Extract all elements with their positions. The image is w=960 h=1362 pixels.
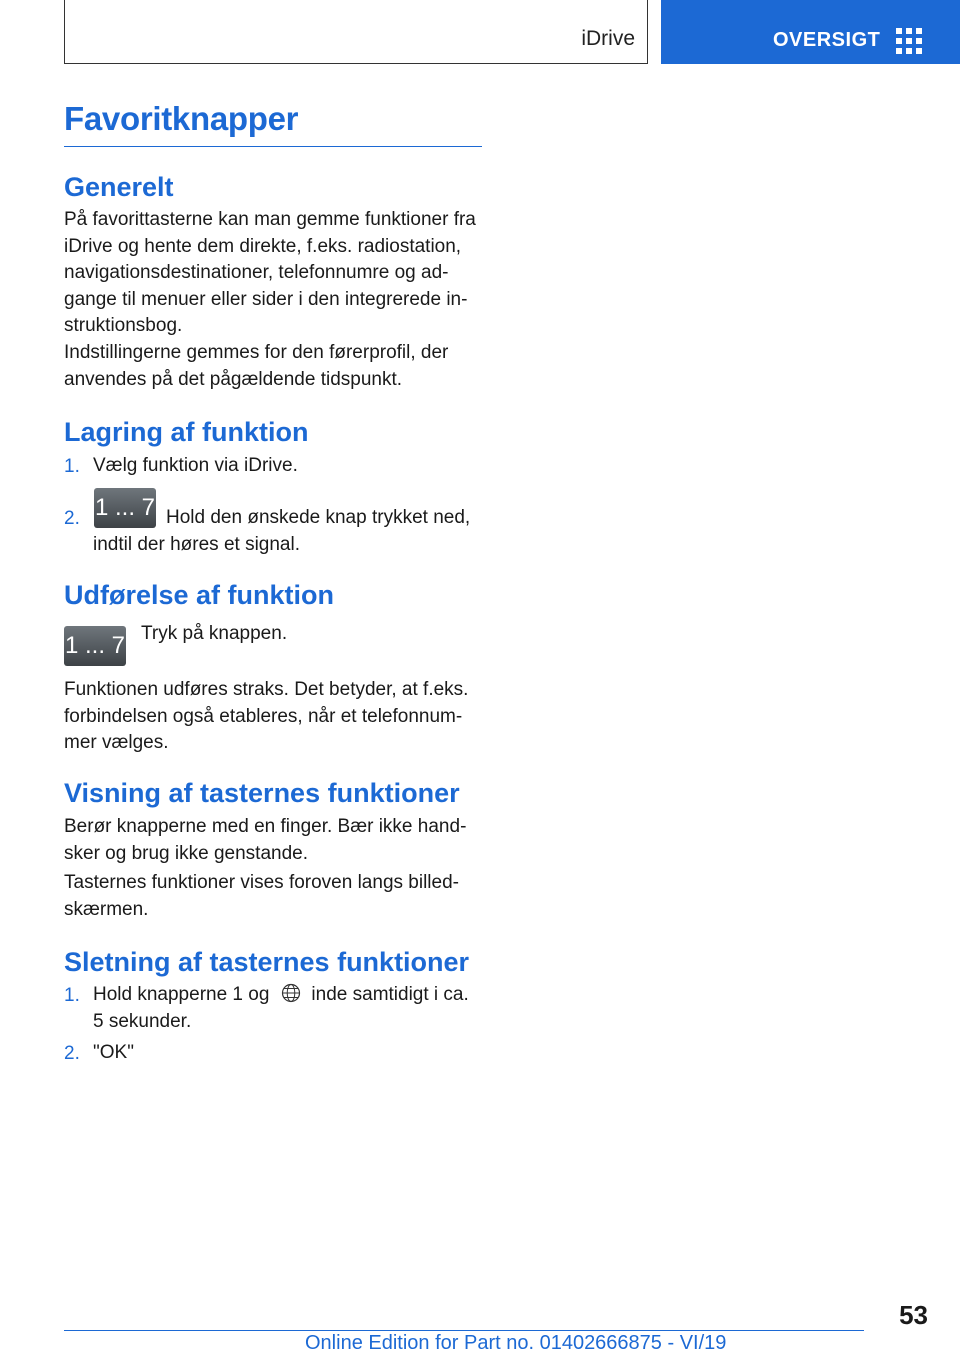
favorite-key-button-label-2: 1 ... 7 (64, 632, 126, 659)
page-title: Favoritknapper (64, 100, 299, 137)
header-section-label: iDrive (581, 27, 635, 50)
heading-udforelse: Udførelse af funktion (64, 580, 335, 610)
header-section-box (64, 0, 648, 64)
udforelse-intro: Tryk på knappen. (141, 623, 288, 644)
sletning-step-2-number: 2. (64, 1043, 80, 1064)
favorite-key-button-label: 1 ... 7 (94, 494, 156, 521)
grid-icon (896, 28, 922, 54)
udforelse-paragraph: Funktionen udføres straks. Det betyder, at f.eks. forbindelsen også etableres, når et telefonnummer vælges. (64, 679, 469, 753)
sletning-step-1-text-a: Hold knapperne 1 og (93, 984, 270, 1005)
overview-tab[interactable] (661, 0, 960, 64)
visning-paragraph-1: Berør knapperne med en finger. Bær ikke handsker og brug ikke genstande. (64, 816, 467, 864)
overview-tab-label: OVERSIGT (773, 29, 881, 51)
visning-paragraph-2: Tasternes funktioner vises foroven langs billedskærmen. (64, 872, 459, 920)
sletning-step-1-text-b: inde samtidigt i ca. 5 sekunder. (93, 984, 469, 1032)
heading-visning: Visning af tasternes funktioner (64, 778, 460, 808)
footer-edition-text: Online Edition for Part no. 01402666875 - VI/19 (305, 1332, 727, 1354)
heading-lagring: Lagring af funktion (64, 417, 309, 447)
sletning-step-2-text: "OK" (93, 1042, 134, 1063)
generelt-paragraph-1: På favorittasterne kan man gemme funktioner fra iDrive og hente dem direkte, f.eks. radiostation, navigationsdestinationer, telefonnumre og adgange til menuer eller sider i den integrerede instruktionsbog. (64, 209, 476, 336)
lagring-step-1-number: 1. (64, 456, 80, 477)
lagring-step-2-text: Hold den ønskede knap trykket ned, indtil der høres et signal. (93, 507, 471, 555)
footer-divider (64, 1330, 864, 1331)
heading-sletning: Sletning af tasternes funktioner (64, 947, 470, 977)
favorite-key-button-icon-2 (64, 626, 126, 666)
title-divider (64, 146, 482, 147)
generelt-paragraph-2: Indstillingerne gemmes for den førerprofil, der anvendes på det pågældende tidspunkt. (64, 342, 449, 390)
heading-generelt: Generelt (64, 172, 174, 202)
lagring-step-1-text: Vælg funktion via iDrive. (93, 455, 298, 476)
sletning-step-1-number: 1. (64, 985, 80, 1006)
lagring-step-2-number: 2. (64, 508, 80, 529)
globe-icon (281, 983, 301, 1003)
page-number: 53 (899, 1300, 928, 1330)
sletning-step-1-text (93, 982, 483, 1035)
